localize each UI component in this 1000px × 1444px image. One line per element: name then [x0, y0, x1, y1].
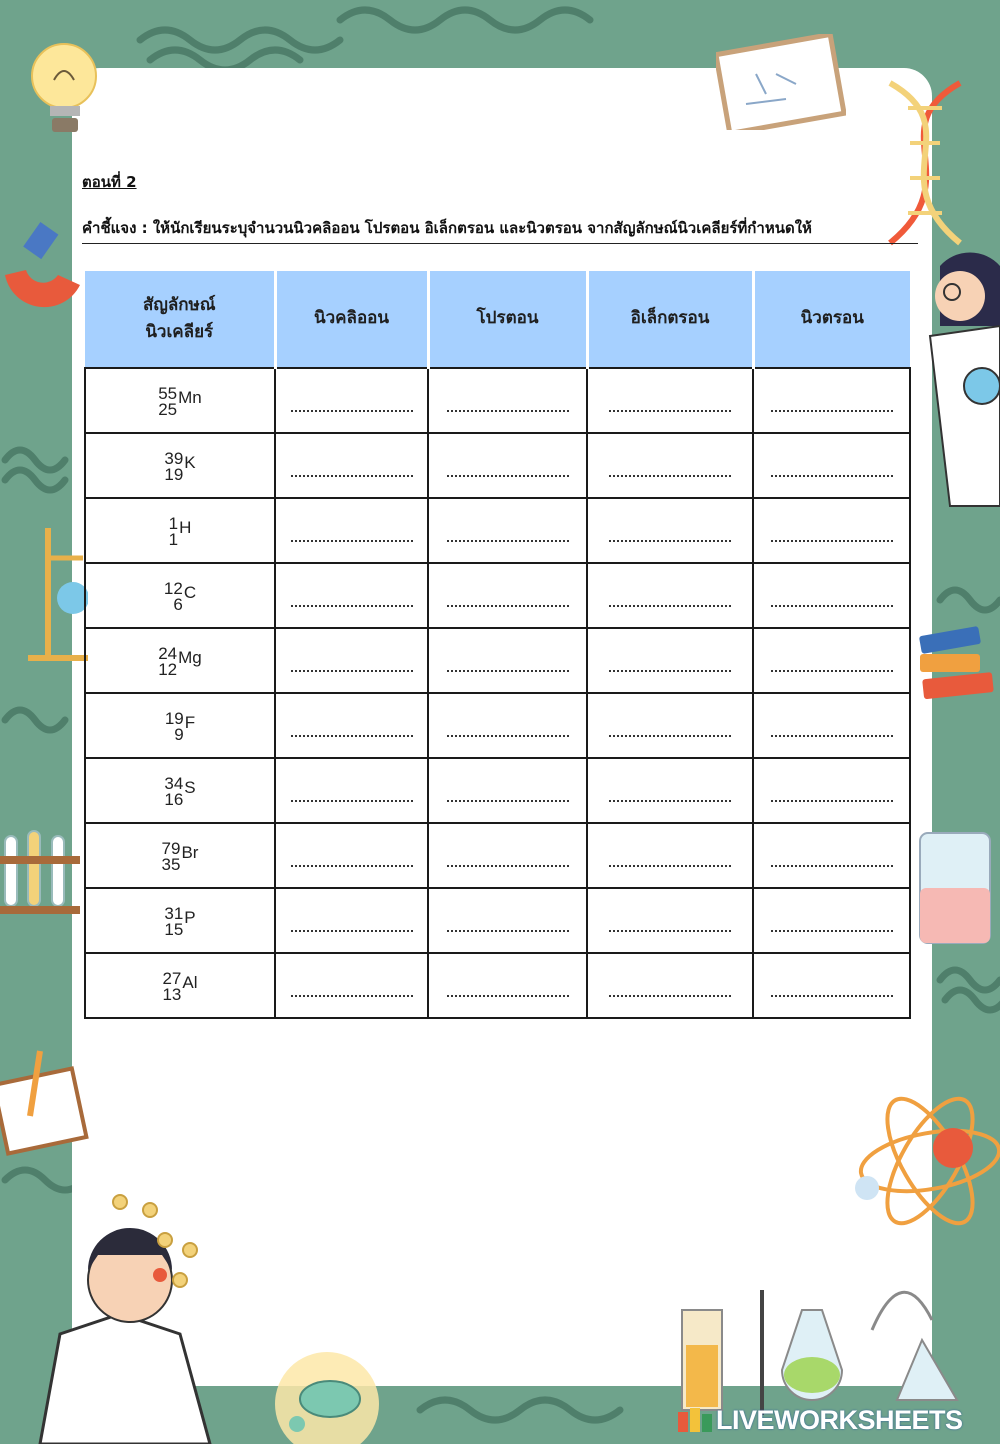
nuclide-numbers: [168, 513, 179, 549]
nuclide-symbol-cell: [85, 498, 275, 563]
answer-blank-protons[interactable]: [447, 475, 569, 477]
answer-cell-protons[interactable]: [428, 368, 587, 433]
answer-cell-neutrons[interactable]: [753, 563, 910, 628]
mass-number: 19: [164, 708, 184, 728]
nuclide-symbol: [164, 903, 196, 939]
table-row: [85, 823, 910, 888]
answer-cell-neutrons[interactable]: [753, 498, 910, 563]
answer-blank-nucleons[interactable]: [291, 670, 413, 672]
answer-cell-nucleons[interactable]: [275, 758, 428, 823]
nuclide-symbol: [158, 643, 202, 679]
answer-blank-protons[interactable]: [447, 670, 569, 672]
element-symbol: K: [184, 452, 196, 472]
answer-cell-electrons[interactable]: [587, 888, 753, 953]
nuclide-symbol-cell: [85, 823, 275, 888]
nuclide-numbers: [164, 708, 184, 744]
nuclide-symbol-cell: [85, 758, 275, 823]
answer-cell-electrons[interactable]: [587, 693, 753, 758]
answer-cell-nucleons[interactable]: [275, 823, 428, 888]
column-header-protons: โปรตอน: [428, 271, 587, 368]
atomic-number: 6: [173, 594, 183, 614]
element-symbol: Al: [182, 972, 198, 992]
answer-blank-neutrons[interactable]: [771, 735, 893, 737]
table-row: [85, 888, 910, 953]
notebook-pencil-icon: [0, 1046, 90, 1156]
atomic-number: 25: [158, 399, 178, 419]
nuclide-symbol: [163, 578, 197, 614]
column-header-symbol: [85, 271, 275, 368]
nuclide-numbers: [161, 838, 181, 874]
atomic-number: 35: [161, 854, 181, 874]
answer-cell-nucleons[interactable]: [275, 628, 428, 693]
answer-cell-nucleons[interactable]: [275, 433, 428, 498]
answer-blank-nucleons[interactable]: [291, 605, 413, 607]
nuclide-numbers: [163, 578, 183, 614]
nuclide-symbol-cell: [85, 368, 275, 433]
nuclide-symbol-cell: [85, 563, 275, 628]
answer-cell-neutrons[interactable]: [753, 368, 910, 433]
answer-cell-electrons[interactable]: [587, 563, 753, 628]
table-row: [85, 433, 910, 498]
answer-blank-nucleons[interactable]: [291, 475, 413, 477]
nuclide-numbers: [158, 643, 178, 679]
answer-cell-electrons[interactable]: [587, 758, 753, 823]
answer-blank-protons[interactable]: [447, 410, 569, 412]
answer-blank-neutrons[interactable]: [771, 410, 893, 412]
answer-cell-nucleons[interactable]: [275, 498, 428, 563]
element-symbol: Mg: [178, 647, 202, 667]
element-symbol: F: [184, 712, 196, 732]
answer-blank-electrons[interactable]: [609, 410, 731, 412]
answer-cell-neutrons[interactable]: [753, 953, 910, 1018]
table-row: [85, 758, 910, 823]
answer-cell-protons[interactable]: [428, 823, 587, 888]
answer-cell-protons[interactable]: [428, 953, 587, 1018]
answer-blank-nucleons[interactable]: [291, 410, 413, 412]
answer-cell-electrons[interactable]: [587, 823, 753, 888]
mass-number: 27: [162, 968, 182, 988]
scientist-girl-illustration: [910, 246, 1000, 516]
table-row: [85, 693, 910, 758]
table-row: [85, 953, 910, 1018]
element-symbol: Br: [181, 842, 199, 862]
test-tubes-icon: [0, 816, 90, 936]
element-symbol: H: [179, 517, 192, 537]
answer-blank-nucleons[interactable]: [291, 800, 413, 802]
liveworksheets-watermark: [676, 1404, 963, 1436]
answer-blank-nucleons[interactable]: [291, 735, 413, 737]
answer-blank-neutrons[interactable]: [771, 865, 893, 867]
atom-icon: [845, 1056, 1000, 1266]
element-symbol: Mn: [178, 387, 202, 407]
answer-blank-nucleons[interactable]: [291, 865, 413, 867]
answer-cell-nucleons[interactable]: [275, 953, 428, 1018]
answer-blank-protons[interactable]: [447, 865, 569, 867]
atomic-number: 1: [168, 529, 179, 549]
table-header-row: [85, 271, 910, 368]
answer-cell-neutrons[interactable]: [753, 628, 910, 693]
answer-cell-electrons[interactable]: [587, 498, 753, 563]
answer-cell-electrons[interactable]: [587, 628, 753, 693]
answer-cell-nucleons[interactable]: [275, 563, 428, 628]
column-header-neutrons: นิวตรอน: [753, 271, 910, 368]
answer-cell-neutrons[interactable]: [753, 433, 910, 498]
mass-number: 39: [164, 448, 184, 468]
chemistry-notes-icon: [716, 34, 846, 130]
nuclide-symbol-cell: [85, 888, 275, 953]
mass-number: 34: [164, 773, 184, 793]
column-header-nucleons: นิวคลิออน: [275, 271, 428, 368]
answer-cell-neutrons[interactable]: [753, 823, 910, 888]
answer-blank-protons[interactable]: [447, 605, 569, 607]
answer-blank-neutrons[interactable]: [771, 930, 893, 932]
answer-cell-neutrons[interactable]: [753, 693, 910, 758]
nuclide-symbol-cell: [85, 628, 275, 693]
nuclide-symbol-cell: [85, 953, 275, 1018]
mass-number: 55: [158, 383, 178, 403]
mass-number: 79: [161, 838, 181, 858]
atomic-number: 16: [164, 789, 184, 809]
nuclide-symbol: [164, 773, 196, 809]
atomic-number: 19: [164, 464, 184, 484]
atomic-number: 9: [174, 724, 184, 744]
answer-blank-electrons[interactable]: [609, 735, 731, 737]
answer-cell-protons[interactable]: [428, 498, 587, 563]
answer-blank-nucleons[interactable]: [291, 930, 413, 932]
nuclide-symbol: [164, 448, 196, 484]
nuclide-symbol-cell: [85, 693, 275, 758]
mass-number: 12: [163, 578, 183, 598]
answer-blank-nucleons[interactable]: [291, 540, 413, 542]
nuclide-symbol: [161, 838, 199, 874]
watermark-text: LIVEWORKSHEETS: [716, 1404, 963, 1435]
nuclide-symbol: [164, 708, 196, 744]
answer-cell-electrons[interactable]: [587, 433, 753, 498]
answer-blank-neutrons[interactable]: [771, 605, 893, 607]
element-symbol: C: [183, 582, 197, 602]
nuclide-symbol: [168, 513, 192, 549]
divider-line: [82, 243, 918, 244]
atomic-number: 12: [158, 659, 178, 679]
answer-blank-neutrons[interactable]: [771, 800, 893, 802]
answer-blank-electrons[interactable]: [609, 670, 731, 672]
nuclide-symbol: [162, 968, 198, 1004]
table-row: [85, 628, 910, 693]
answer-blank-protons[interactable]: [447, 800, 569, 802]
answer-blank-neutrons[interactable]: [771, 995, 893, 997]
answer-blank-electrons[interactable]: [609, 865, 731, 867]
answer-blank-neutrons[interactable]: [771, 540, 893, 542]
answer-blank-electrons[interactable]: [609, 475, 731, 477]
column-header-symbol-line2: นิวเคลียร์: [145, 322, 214, 342]
nuclide-numbers: [158, 383, 178, 419]
answer-blank-protons[interactable]: [447, 995, 569, 997]
magnet-icon: [0, 220, 90, 330]
answer-cell-protons[interactable]: [428, 628, 587, 693]
beaker-icon: [915, 828, 1000, 948]
nuclide-symbol: [158, 383, 202, 419]
nuclide-numbers: [164, 773, 184, 809]
instruction-text: คำชี้แจง : ให้นักเรียนระบุจำนวนนิวคลิออน โปรตอน อิเล็กตรอน และนิวตรอน จากสัญลักษณ์นิวเคลียร์ที่กำหนดให้: [82, 219, 812, 237]
answer-cell-neutrons[interactable]: [753, 758, 910, 823]
column-header-symbol-line1: สัญลักษณ์: [142, 294, 216, 315]
lab-equipment-illustration: [672, 1250, 1000, 1420]
answer-blank-electrons[interactable]: [609, 995, 731, 997]
answer-cell-nucleons[interactable]: [275, 368, 428, 433]
element-symbol: P: [184, 907, 196, 927]
answer-cell-protons[interactable]: [428, 563, 587, 628]
answer-blank-nucleons[interactable]: [291, 995, 413, 997]
nuclide-numbers: [164, 903, 184, 939]
books-icon: [915, 626, 1000, 716]
bacteria-icon: [262, 1344, 392, 1444]
answer-cell-neutrons[interactable]: [753, 888, 910, 953]
lightbulb-icon: [28, 40, 108, 140]
answer-cell-nucleons[interactable]: [275, 693, 428, 758]
nuclide-numbers: [164, 448, 184, 484]
answer-blank-neutrons[interactable]: [771, 475, 893, 477]
answer-blank-electrons[interactable]: [609, 605, 731, 607]
nuclide-table: [84, 271, 911, 1019]
answer-blank-electrons[interactable]: [609, 800, 731, 802]
scientist-boy-illustration: [30, 1180, 230, 1444]
answer-cell-protons[interactable]: [428, 433, 587, 498]
answer-cell-protons[interactable]: [428, 758, 587, 823]
answer-cell-protons[interactable]: [428, 888, 587, 953]
nuclide-numbers: [162, 968, 182, 1004]
answer-cell-nucleons[interactable]: [275, 888, 428, 953]
element-symbol: S: [184, 777, 196, 797]
answer-blank-protons[interactable]: [447, 735, 569, 737]
part-title: ตอนที่ 2: [82, 173, 137, 191]
answer-blank-neutrons[interactable]: [771, 670, 893, 672]
nuclide-symbol-cell: [85, 433, 275, 498]
flask-stand-icon: [28, 528, 88, 668]
answer-cell-electrons[interactable]: [587, 368, 753, 433]
answer-blank-electrons[interactable]: [609, 540, 731, 542]
mass-number: 24: [158, 643, 178, 663]
table-row: [85, 368, 910, 433]
dna-icon: [870, 78, 980, 248]
answer-blank-electrons[interactable]: [609, 930, 731, 932]
answer-blank-protons[interactable]: [447, 540, 569, 542]
table-row: [85, 563, 910, 628]
table-row: [85, 498, 910, 563]
answer-blank-protons[interactable]: [447, 930, 569, 932]
answer-cell-electrons[interactable]: [587, 953, 753, 1018]
liveworksheets-logo-icon: [676, 1404, 716, 1436]
atomic-number: 13: [162, 984, 182, 1004]
mass-number: 31: [164, 903, 184, 923]
atomic-number: 15: [164, 919, 184, 939]
mass-number: 1: [168, 513, 179, 533]
table-body: [85, 368, 910, 1018]
answer-cell-protons[interactable]: [428, 693, 587, 758]
column-header-electrons: อิเล็กตรอน: [587, 271, 753, 368]
